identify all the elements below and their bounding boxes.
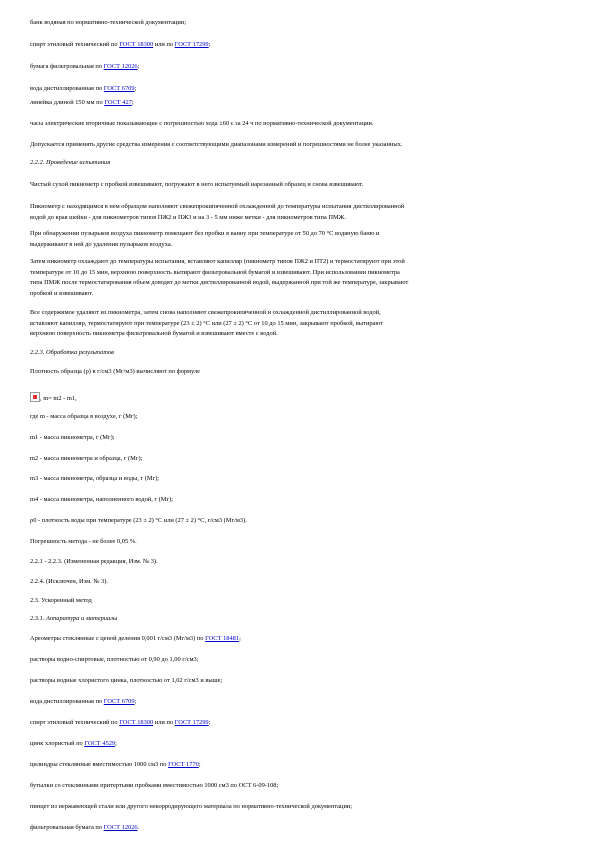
text-line: m4 - масса пикнометра, наполненного водой, г (Мг); [30,496,173,503]
section-heading: 2.2.3. Обработка результатов [30,349,114,356]
text-line: вода дистиллированная по ГОСТ 6709; [30,85,137,92]
text-line: цинк хлористый по ГОСТ 4529; [30,740,117,747]
gost-link[interactable]: ГОСТ 6709 [103,698,135,705]
gost-link[interactable]: ГОСТ 18300 [119,41,154,48]
text-line: часы электрические вторичные показывающие с погрешностью хода ±60 с за 24 ч по нормативно-технической документации. [30,120,374,127]
formula-line: , m= m2 - m1, [30,392,565,405]
gost-link[interactable]: ГОСТ 12026 [103,63,138,70]
text-line: фильтровальная бумага по ГОСТ 12026. [30,824,140,831]
text-line: цилиндры стеклянные вместимостью 1000 см3 по ГОСТ 1770; [30,761,201,768]
gost-link[interactable]: ГОСТ 18300 [119,719,154,726]
text-line: бутылки со стеклянными притертыми пробками вместимостью 1000 см3 по ОСТ 6-09-108; [30,782,279,789]
gost-link[interactable]: ГОСТ 18481 [205,635,240,642]
text-line: m1 - масса пикнометра, г (Мг); [30,434,115,441]
gost-link[interactable]: ГОСТ 17299 [174,41,209,48]
text-line: Погрешность метода - не более 0,05 %. [30,538,137,545]
text-line: растворы водные хлористого цинка, плотностью от 1,02 г/см3 и выше; [30,677,223,684]
text-line: спирт этиловый технический по ГОСТ 18300 или по ГОСТ 17299; [30,41,211,48]
text-line: m3 - масса пикнометра, образца и воды, г (Мг); [30,475,160,482]
gost-link[interactable]: ГОСТ 4529 [84,740,116,747]
paragraph: Плотность образца (ρ) в г/см3 (Мг/м3) вычисляют по формуле [30,368,201,375]
text-line: где m - масса образца в воздухе, г (Мг); [30,413,138,420]
text-line: пинцет из нержавеющей стали или другого некорродирующего материала по нормативно-технической документации; [30,803,353,810]
text-line: m2 - масса пикнометра и образца, г (Мг); [30,455,143,462]
section-heading: 2.3.1. Аппаратура и материалы [30,615,118,622]
text-line: банк водяная по нормативно-технической документации; [30,19,186,26]
text-line: линейка длиной 150 мм по ГОСТ 427; [30,99,134,106]
paragraph: Затем пикнометр охлаждают до температуры испытания, вставляют капилляр (пикнометр типов ПЖ2 и ПТ2) и термостатируют при этой температуре от 10 до 15 мин, верхнюю поверхность вытирают фильтровальной бумагой и взвешивают. При использовании пикнометра типа ПМЖ после термостатирования объем доводят до метки дистиллированной водой, выдержанной при той же температуре, закрывают пробкой и взвешивают. [30,258,409,297]
paragraph: Все содержимое удаляют из пикнометра, затем снова наполняют свежепрокипяченной и охлажденной дистиллированной водой, вставляют капилляр, термостатируют при температуре (23 ± 2) °С или (27 ± 2) °С от 10 до 15 мин, закрывают пробкой, вытирают верхнюю поверхность пикнометра фильтровальной бумагой и взвешивают вместе с водой. [30,309,383,338]
text-line: растворы водно-спиртовые, плотностью от 0,90 до 1,00 г/см3; [30,656,199,663]
text-line: Ареометры стеклянные с ценой деления 0,001 г/см3 (Мг/м3) по ГОСТ 18481; [30,635,241,642]
gost-link[interactable]: ГОСТ 17299 [174,719,209,726]
text-line: 2.2.4. (Исключен, Изм. № 3). [30,578,108,585]
text-line: бумага фильтровальная по ГОСТ 12026; [30,63,140,70]
text-line: ρ0 - плотность воды при температуре (23 ± 2) °С или (27 ± 2) °С, г/см3 (Мг/м3). [30,517,247,524]
paragraph: Пикнометр с находящимся в нем образцом наполняют свежепрокипяченной охлажденной до температуры испытания дистиллированной водой до края шейки - для пикнометров типов ПЖ2 и ПЖ3 и на 3 - 5 мм ниже метки - для пикнометров типа ПМЖ. [30,203,405,221]
section-heading: 2.2.2. Проведение испытания [30,159,111,166]
gost-link[interactable]: ГОСТ 12026 [103,824,138,831]
text-line: 2.2.1 - 2.2.3. (Измененная редакция, Изм. № 3). [30,558,158,565]
paragraph: Чистый сухой пикнометр с пробкой взвешивают, погружают в него испытуемый нарезанный образец и снова взвешивают. [30,181,364,188]
gost-link[interactable]: ГОСТ 427 [104,99,132,106]
text-line: вода дистиллированная по ГОСТ 6709; [30,698,137,705]
gost-link[interactable]: ГОСТ 1770 [168,761,199,768]
formula-image-icon [30,392,40,402]
section-heading: 2.3. Ускоренный метод [30,597,92,604]
paragraph: При обнаружении пузырьков воздуха пикнометр помещают без пробки в ванну при температуре от 50 до 70 °С водяную баню и выдерживают в ней до удаления пузырьков воздуха. [30,230,380,248]
text-line: Допускается применять другие средства измерения с соответствующими диапазонами измерений и погрешностями не более указанных. [30,141,403,148]
gost-link[interactable]: ГОСТ 6709 [103,85,135,92]
text-line: спирт этиловый технический по ГОСТ 18300 или по ГОСТ 17299; [30,719,211,726]
